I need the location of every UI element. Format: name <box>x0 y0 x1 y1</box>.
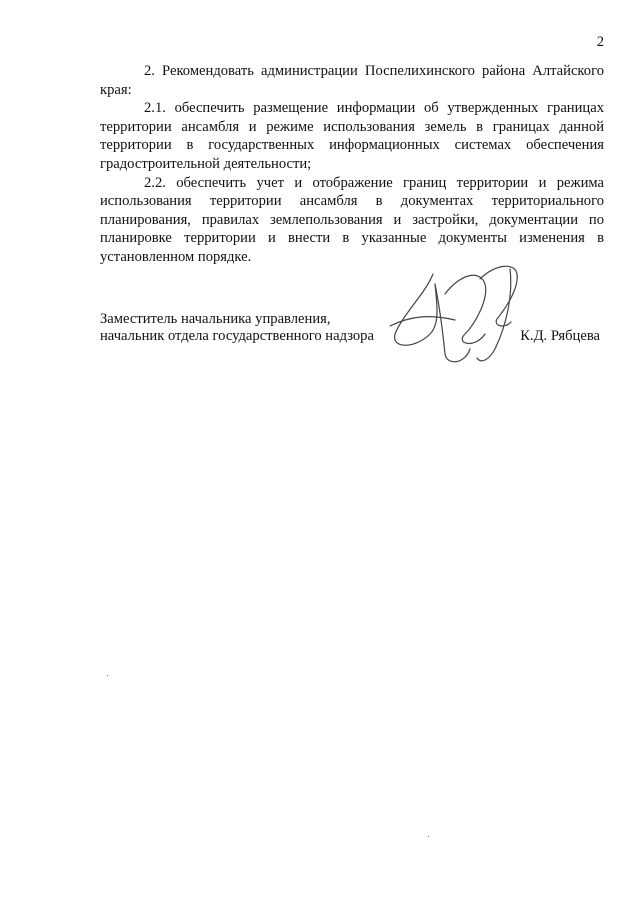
paragraph-2-1: 2.1. обеспечить размещение информации об утвержденных границах территории ансамбля и режиме использования земель в границах данной территории в государственных информационных системах обеспечения градостроительной деятельности; <box>100 100 604 172</box>
scan-speck <box>107 675 108 676</box>
signatory-position-line2: начальник отдела государственного надзора <box>100 328 374 344</box>
page-number: 2 <box>596 34 604 50</box>
signature-block <box>100 311 604 345</box>
signatory-name: К.Д. Рябцева <box>520 328 600 344</box>
document-body <box>100 62 604 267</box>
paragraph-2: 2. Рекомендовать администрации Поспелихинского района Алтайского края: <box>100 63 604 98</box>
paragraph-2-2: 2.2. обеспечить учет и отображение границ территории и режима использования территории ансамбля в документах территориального планирования, правилах землепользования и застройки, документации по планировке территории и внести в указанные документы изменения в установленном порядке. <box>100 174 604 265</box>
scan-speck <box>428 836 429 837</box>
signatory-position-line1: Заместитель начальника управления, <box>100 311 331 327</box>
